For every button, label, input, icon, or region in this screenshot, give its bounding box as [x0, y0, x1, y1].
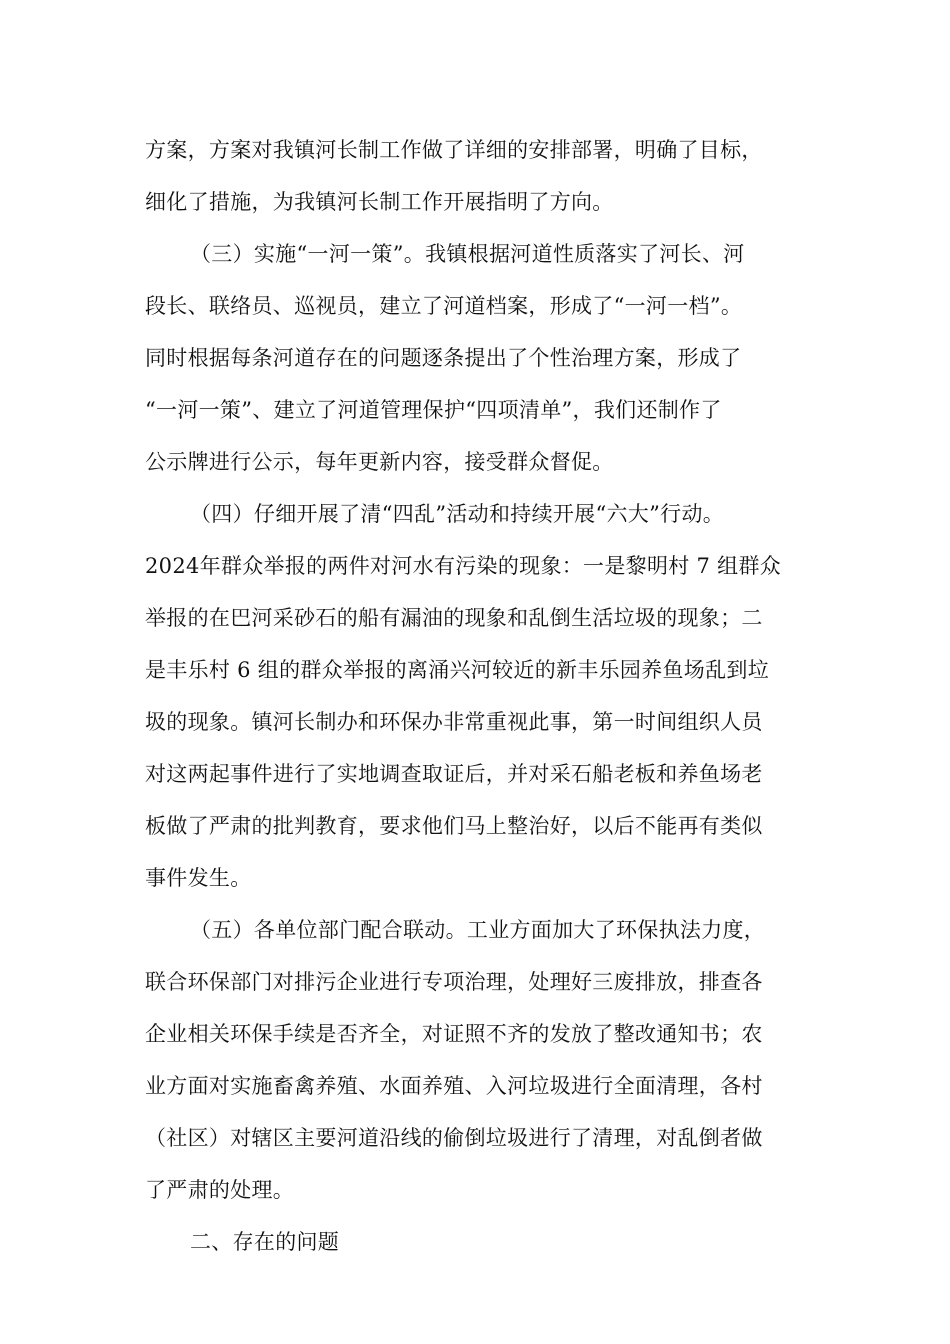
- text-line: 细化了措施，为我镇河长制工作开展指明了方向。: [145, 190, 614, 214]
- text-line: 方案，方案对我镇河长制工作做了详细的安排部署，明确了目标，: [145, 138, 763, 162]
- text-line: （社区）对辖区主要河道沿线的偷倒垃圾进行了清理，对乱倒者做: [145, 1126, 763, 1150]
- text-line: 业方面对实施畜禽养殖、水面养殖、入河垃圾进行全面清理，各村: [145, 1074, 763, 1098]
- text-line: 圾的现象。镇河长制办和环保办非常重视此事，第一时间组织人员: [145, 710, 763, 734]
- text-line: 企业相关环保手续是否齐全，对证照不齐的发放了整改通知书；农: [145, 1022, 763, 1046]
- text-line: 同时根据每条河道存在的问题逐条提出了个性治理方案，形成了: [145, 346, 742, 370]
- text-line: 联合环保部门对排污企业进行专项治理，处理好三废排放，排查各: [145, 970, 763, 994]
- text-line: 事件发生。: [145, 866, 252, 890]
- text-line: “一河一策”、建立了河道管理保护“四项清单”，我们还制作了: [145, 398, 722, 422]
- text-line: 2024年群众举报的两件对河水有污染的现象：一是黎明村 7 组群众: [145, 554, 782, 578]
- text-line: 举报的在巴河采砂石的船有漏油的现象和乱倒生活垃圾的现象；二: [145, 606, 763, 630]
- text-line: 板做了严肃的批判教育，要求他们马上整治好，以后不能再有类似: [145, 814, 763, 838]
- text-line: （四）仔细开展了清“四乱”活动和持续开展“六大”行动。: [190, 502, 725, 526]
- text-line: 公示牌进行公示，每年更新内容，接受群众督促。: [145, 450, 614, 474]
- document-body: [145, 124, 810, 1268]
- text-line: （五）各单位部门配合联动。工业方面加大了环保执法力度，: [190, 918, 766, 942]
- text-line: 对这两起事件进行了实地调查取证后，并对采石船老板和养鱼场老: [145, 762, 763, 786]
- text-line: 段长、联络员、巡视员，建立了河道档案，形成了“一河一档”。: [145, 294, 743, 318]
- text-line: 了严肃的处理。: [145, 1178, 295, 1202]
- section-heading: 二、存在的问题: [190, 1230, 340, 1254]
- text-line: （三）实施“一河一策”。我镇根据河道性质落实了河长、河: [190, 242, 745, 266]
- text-line: 是丰乐村 6 组的群众举报的离涌兴河较近的新丰乐园养鱼场乱到垃: [145, 658, 770, 682]
